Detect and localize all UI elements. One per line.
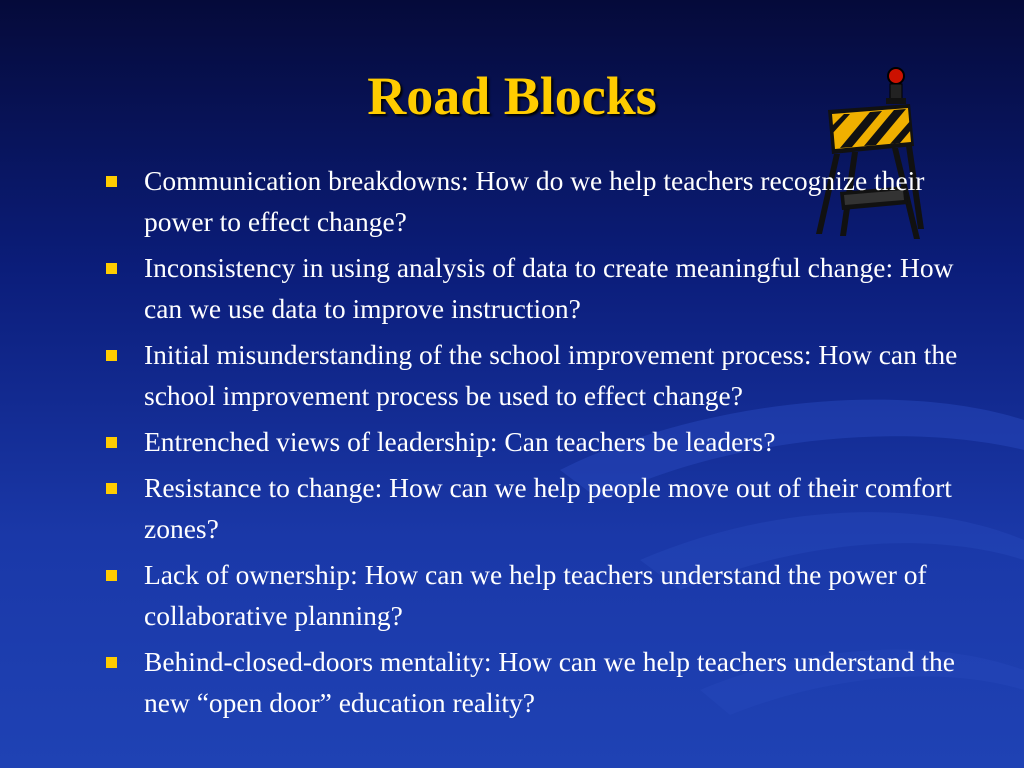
bullet-text: Resistance to change: How can we help people move out of their comfort zones? <box>144 472 952 544</box>
bullet-square-icon <box>106 570 117 581</box>
bullet-text: Communication breakdowns: How do we help teachers recognize their power to effect change? <box>144 165 925 237</box>
bullet-item <box>100 641 990 723</box>
bullet-text: Entrenched views of leadership: Can teachers be leaders? <box>144 426 776 457</box>
bullet-text: Behind-closed-doors mentality: How can we help teachers understand the new “open door” education reality? <box>144 646 955 718</box>
bullet-item <box>100 160 990 242</box>
bullet-square-icon <box>106 437 117 448</box>
bullet-square-icon <box>106 350 117 361</box>
bullet-item <box>100 467 990 549</box>
bullet-item <box>100 334 990 416</box>
bullet-item <box>100 421 990 462</box>
bullet-list <box>100 160 990 728</box>
slide-title: Road Blocks <box>367 66 657 126</box>
bullet-square-icon <box>106 657 117 668</box>
bullet-square-icon <box>106 176 117 187</box>
bullet-text: Inconsistency in using analysis of data to create meaningful change: How can we use data to improve instruction? <box>144 252 954 324</box>
bullet-item <box>100 554 990 636</box>
bullet-square-icon <box>106 263 117 274</box>
bullet-text: Lack of ownership: How can we help teachers understand the power of collaborative planning? <box>144 559 927 631</box>
bullet-item <box>100 247 990 329</box>
bullet-text: Initial misunderstanding of the school improvement process: How can the school improvement process be used to effect change? <box>144 339 958 411</box>
bullet-square-icon <box>106 483 117 494</box>
